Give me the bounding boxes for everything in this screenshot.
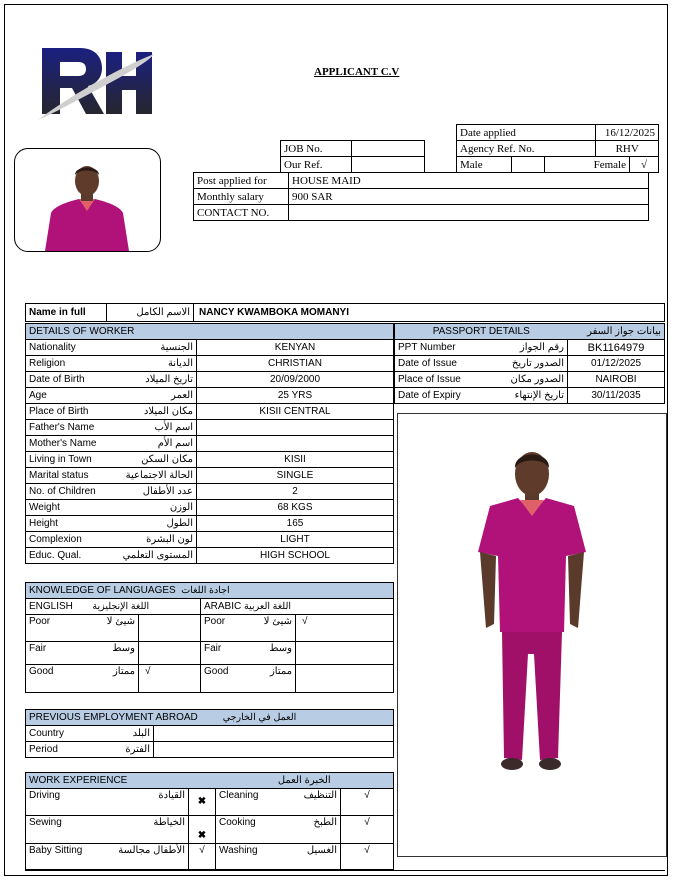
contact-label: CONTACT NO.	[194, 205, 289, 221]
worker-row-weight: Weight الوزن 68 KGS	[26, 500, 394, 516]
applicant-thumbnail-photo	[14, 148, 161, 252]
passport-row-issue-date: Date of Issue الصدور تاريخ 01/12/2025	[395, 356, 665, 372]
date-applied-value: 16/12/2025	[596, 125, 659, 141]
english-good-check[interactable]: √	[139, 665, 201, 693]
english-header: ENGLISH اللغة الإنجليزية	[26, 599, 201, 615]
english-poor-check[interactable]	[139, 615, 201, 642]
applicant-full-photo	[397, 413, 667, 857]
worker-row-marital: Marital status الحالة الاجتماعية SINGLE	[26, 468, 394, 484]
work-row-driving-cleaning: Driving القيادة ✖ Cleaning التنظيف √	[26, 789, 394, 816]
job-no-label: JOB No.	[281, 141, 352, 157]
arabic-poor-check[interactable]: √	[296, 615, 394, 642]
sewing-mark[interactable]: ✖	[189, 816, 216, 844]
previous-employment-row-period: Period الفترة	[26, 742, 394, 758]
work-experience-table	[25, 772, 394, 870]
post-details-table	[193, 172, 649, 221]
agency-ref-value: RHV	[596, 141, 659, 157]
passport-details-table	[394, 323, 665, 404]
previous-employment-row-country: Country البلد	[26, 726, 394, 742]
female-label: Female	[545, 157, 630, 173]
washing-mark[interactable]: √	[341, 844, 394, 870]
worker-row-nationality: Nationality الجنسية KENYAN	[26, 340, 394, 356]
passport-header-en: PASSPORT DETAILS	[395, 324, 568, 340]
worker-row-complexion: Complexion لون البشرة LIGHT	[26, 532, 394, 548]
contact-value	[289, 205, 649, 221]
female-checkbox[interactable]: √	[630, 157, 659, 173]
rh-logo-icon	[34, 40, 156, 124]
work-row-sewing-cooking: Sewing الخياطة ✖ Cooking الطبخ √	[26, 816, 394, 844]
male-checkbox[interactable]	[512, 157, 545, 173]
name-label-ar: الاسم الكامل	[107, 304, 194, 322]
company-logo	[34, 40, 152, 122]
post-applied-value: HOUSE MAID	[289, 173, 649, 189]
work-experience-header-en: WORK EXPERIENCE	[26, 773, 216, 789]
arabic-fair-check[interactable]	[296, 642, 394, 665]
english-fair-check[interactable]	[139, 642, 201, 665]
worker-row-place-of-birth: Place of Birth مكان الميلاد KISII CENTRAL	[26, 404, 394, 420]
post-applied-label: Post applied for	[194, 173, 289, 189]
monthly-salary-value: 900 SAR	[289, 189, 649, 205]
our-ref-label: Our Ref.	[281, 157, 352, 173]
our-ref-value	[352, 157, 425, 173]
job-ref-table	[280, 140, 425, 173]
arabic-good-check[interactable]	[296, 665, 394, 693]
previous-employment-table	[25, 709, 394, 758]
languages-table	[25, 582, 394, 693]
agency-ref-label: Agency Ref. No.	[457, 141, 596, 157]
full-name-value: NANCY KWAMBOKA MOMANYI	[194, 304, 665, 322]
worker-row-education: Educ. Qual. المستوى التعلمي HIGH SCHOOL	[26, 548, 394, 564]
person-headshot-icon	[15, 149, 160, 251]
language-row-good: Good ممتاز √ Good ممتاز	[26, 665, 394, 693]
worker-details-table	[25, 323, 394, 564]
driving-mark[interactable]: ✖	[189, 789, 216, 816]
bottom-divider	[25, 870, 665, 871]
passport-row-expiry: Date of Expiry تاريخ الإنتهاء 30/11/2035	[395, 388, 665, 404]
monthly-salary-label: Monthly salary	[194, 189, 289, 205]
work-row-babysitting-washing: Baby Sitting الأطفال مجالسة √ Washing الغسيل √	[26, 844, 394, 870]
job-no-value	[352, 141, 425, 157]
application-meta-table	[456, 124, 659, 173]
work-experience-header-ar: الخبرة العمل	[216, 773, 394, 789]
passport-row-issue-place: Place of Issue الصدور مكان NAIROBI	[395, 372, 665, 388]
worker-row-height: Height الطول 165	[26, 516, 394, 532]
worker-row-religion: Religion الديانة CHRISTIAN	[26, 356, 394, 372]
babysitting-mark[interactable]: √	[189, 844, 216, 870]
previous-employment-header: PREVIOUS EMPLOYMENT ABROAD العمل في الخارجي	[26, 710, 394, 726]
date-applied-label: Date applied	[457, 125, 596, 141]
arabic-header: ARABIC اللغة العربية	[201, 599, 394, 615]
worker-row-age: Age العمر 25 YRS	[26, 388, 394, 404]
worker-row-children: No. of Children عدد الأطفال 2	[26, 484, 394, 500]
cooking-mark[interactable]: √	[341, 816, 394, 844]
name-table	[25, 303, 665, 322]
language-row-poor: Poor شيئ لا Poor شيئ لا √	[26, 615, 394, 642]
person-full-body-icon	[398, 414, 666, 856]
name-label-en: Name in full	[26, 304, 107, 322]
worker-row-mother: Mother's Name اسم الأم	[26, 436, 394, 452]
cleaning-mark[interactable]: √	[341, 789, 394, 816]
passport-row-number: PPT Number رقم الجواز BK1164979	[395, 340, 665, 356]
male-label: Male	[457, 157, 512, 173]
worker-row-living-town: Living in Town مكان السكن KISII	[26, 452, 394, 468]
language-row-fair: Fair وسط Fair وسط	[26, 642, 394, 665]
worker-details-header: DETAILS OF WORKER	[26, 324, 394, 340]
document-title: APPLICANT C.V	[314, 66, 400, 78]
worker-row-father: Father's Name اسم الأب	[26, 420, 394, 436]
passport-header-ar: بيانات جواز السفر	[568, 324, 665, 340]
worker-row-dob: Date of Birth تاريخ الميلاد 20/09/2000	[26, 372, 394, 388]
languages-header: KNOWLEDGE OF LANGUAGES اجادة اللغات	[26, 583, 394, 599]
